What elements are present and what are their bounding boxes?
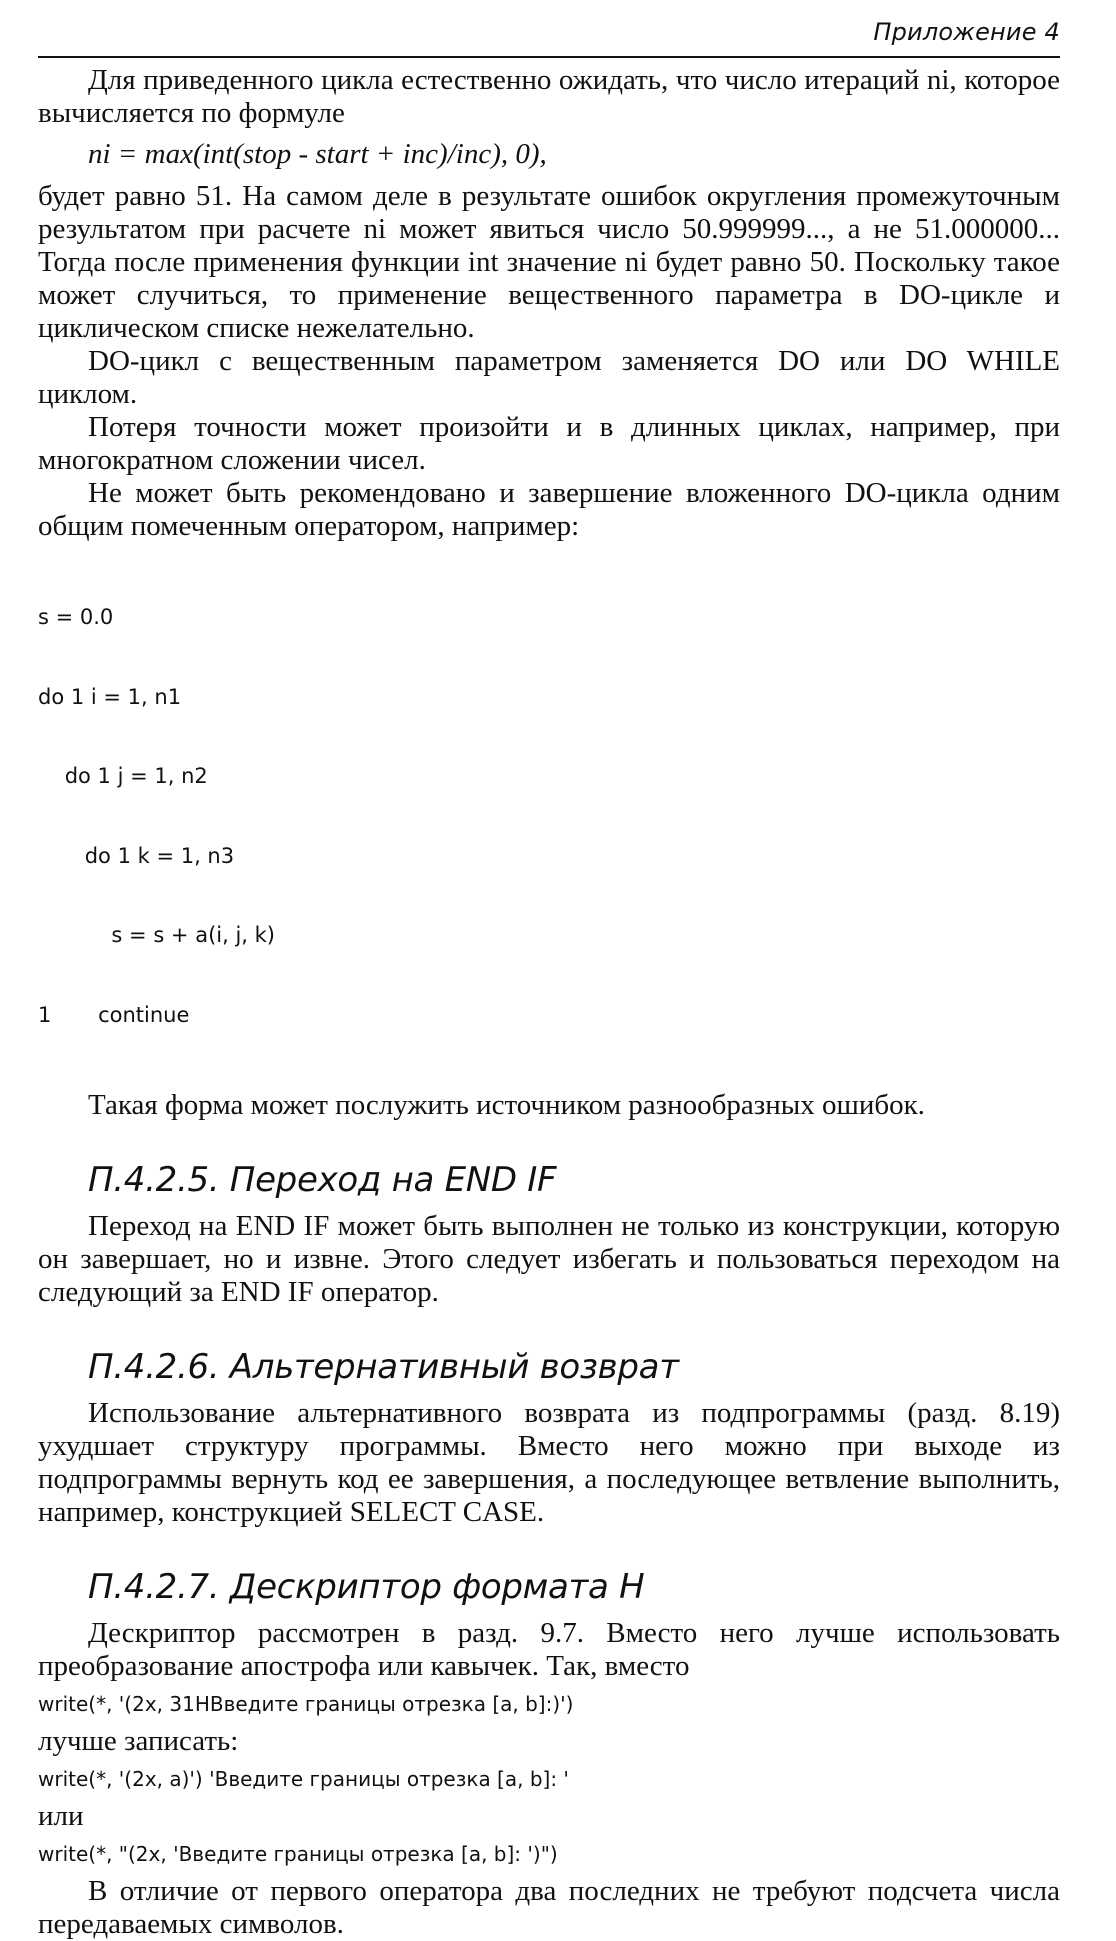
paragraph-h-descriptor: Дескриптор рассмотрен в разд. 9.7. Вместо него лучше использовать преобразование апострофа или кавычек. Так, вместо [38,1617,1060,1682]
code-write-apostrophe: write(*, '(2x, a)') 'Введите границы отрезка [a, b]: ' [38,1767,569,1791]
paragraph-nested-loop: Не может быть рекомендовано и завершение вложенного DO-цикла одним общим помеченным оператором, например: [38,477,1060,542]
code-write-quotes: write(*, "(2x, 'Введите границы отрезка [a, b]: ')") [38,1842,558,1866]
code-line: do 1 j = 1, n2 [38,764,208,788]
paragraph-do-replacement: DO-цикл с вещественным параметром заменяется DO или DO WHILE циклом. [38,345,1060,410]
paragraph-error-source: Такая форма может послужить источником разнообразных ошибок. [88,1089,925,1121]
section-heading-end-if: П.4.2.5. Переход на END IF [88,1160,557,1200]
paragraph-or: или [38,1800,84,1832]
page-body [38,64,1060,1941]
running-head: Приложение 4 [873,18,1060,46]
formula-ni: ni = max(int(stop - start + inc)/inc), 0), [88,138,547,170]
paragraph-end-if: Переход на END IF может быть выполнен не только из конструкции, которую он завершает, но и извне. Этого следует избегать и пользоваться переходом на следующий за END IF оператор. [38,1210,1060,1308]
paragraph-better-write: лучше записать: [38,1725,239,1757]
code-block-nested-do [38,551,1060,1081]
paragraph-rounding-errors: будет равно 51. На самом деле в результате ошибок округления промежуточным результатом при расчете ni может явиться число 50.999999..., а не 51.000000... Тогда после применения функции int значение ni будет равно 50. Поскольку такое может случиться, то применение вещественного параметра в DO-цикле и циклическом списке нежелательно. [38,180,1060,344]
code-line: s = s + a(i, j, k) [38,923,275,947]
paragraph-precision-loss: Потеря точности может произойти и в длинных циклах, например, при многократном сложении чисел. [38,411,1060,476]
section-heading-h-descriptor: П.4.2.7. Дескриптор формата H [88,1567,645,1607]
code-line: s = 0.0 [38,605,114,629]
paragraph-alt-return: Использование альтернативного возврата из подпрограммы (разд. 8.19) ухудшает структуру программы. Вместо него можно при выходе из подпрограммы вернуть код ее завершения, а последующее ветвление выполнить, например, конструкцией SELECT CASE. [38,1397,1060,1528]
paragraph-conclusion: В отличие от первого оператора два последних не требуют подсчета числа передаваемых символов. [38,1875,1060,1940]
code-write-h: write(*, '(2x, 31HВведите границы отрезка [a, b]:)') [38,1692,574,1716]
header-rule [38,56,1060,58]
paragraph-loop-iterations: Для приведенного цикла естественно ожидать, что число итераций ni, которое вычисляется по формуле [38,64,1060,129]
code-line: 1 continue [38,1002,190,1027]
code-line: do 1 k = 1, n3 [38,843,235,868]
code-line: do 1 i = 1, n1 [38,684,182,709]
section-heading-alt-return: П.4.2.6. Альтернативный возврат [88,1347,679,1387]
